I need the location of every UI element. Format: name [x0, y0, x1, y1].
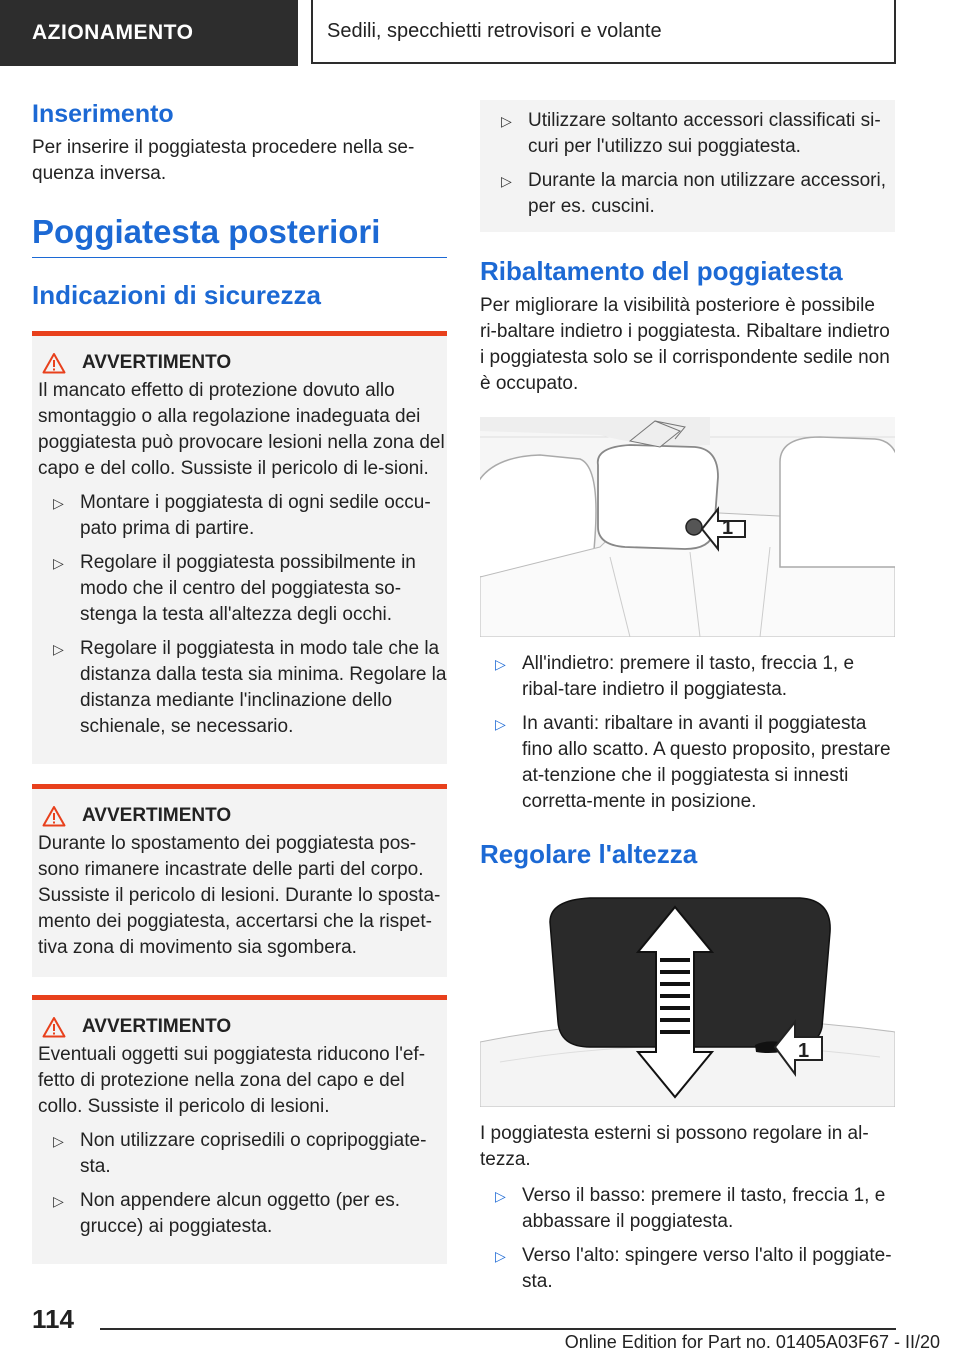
triangle-bullet-icon: ▷ — [53, 555, 64, 571]
warning-triangle-icon — [42, 352, 66, 374]
left-column — [32, 100, 447, 1264]
callout-number: 1 — [798, 1040, 810, 1062]
warning-text: Durante lo spostamento dei poggiatesta pos-sono rimanere incastrate delle parti del corpo. Sussiste il pericolo di lesioni. Durante lo sposta-mento dei poggiatesta, accertarsi che la rispet-tiva zona di movimento sia sgombera. — [38, 833, 441, 958]
warning-label: AVVERTIMENTO — [82, 352, 232, 373]
height-heading: Regolare l'altezza — [480, 839, 698, 869]
warning-header — [38, 1016, 447, 1038]
list-item: ▷ Regolare il poggiatesta in modo tale che la distanza dalla testa sia minima. Regolare la distanza mediante l'inclinazione dello schienale, se necessario. — [53, 638, 447, 737]
warning-box-continued — [480, 100, 895, 232]
warning-triangle-icon — [42, 805, 66, 827]
triangle-bullet-icon: ▷ — [53, 1133, 64, 1149]
footer-divider — [100, 1328, 896, 1330]
safety-heading: Indicazioni di sicurezza — [32, 280, 321, 310]
fold-heading: Ribaltamento del poggiatesta — [480, 256, 843, 286]
chapter-title: Sedili, specchietti retrovisori e volante — [311, 0, 896, 64]
page-header — [0, 0, 960, 66]
triangle-bullet-icon: ▷ — [495, 1188, 506, 1204]
section-tab: AZIONAMENTO — [0, 0, 298, 66]
list-item: ▷ In avanti: ribaltare in avanti il poggiatesta fino allo scatto. A questo proposito, prestare at-tenzione che il poggiatesta si innesti corretta-mente in posizione. — [495, 713, 891, 812]
rear-headrest-fold-illustration — [480, 417, 895, 637]
triangle-bullet-icon: ▷ — [495, 656, 506, 672]
triangle-bullet-icon: ▷ — [53, 1193, 64, 1209]
triangle-bullet-icon: ▷ — [501, 173, 512, 189]
list-item: ▷ Utilizzare soltanto accessori classificati si-curi per l'utilizzo sui poggiatesta. — [501, 110, 881, 157]
list-item: ▷ Non appendere alcun oggetto (per es. grucce) ai poggiatesta. — [53, 1190, 401, 1237]
list-item: ▷ Montare i poggiatesta di ogni sedile occu-pato prima di partire. — [53, 492, 431, 539]
warning-text: Il mancato effetto di protezione dovuto allo smontaggio o alla regolazione inadeguata dei poggiatesta può provocare lesioni nella zona del capo e del collo. Sussiste il pericolo di le-sioni. — [38, 380, 445, 479]
triangle-bullet-icon: ▷ — [495, 716, 506, 732]
triangle-bullet-icon: ▷ — [53, 641, 64, 657]
warning-box-3 — [32, 995, 447, 1264]
warning-label: AVVERTIMENTO — [82, 1016, 232, 1037]
warning-box-1 — [32, 331, 447, 764]
fold-list — [480, 651, 895, 815]
warning-text: Eventuali oggetti sui poggiatesta riducono l'ef-fetto di protezione nella zona del capo e del collo. Sussiste il pericolo di lesioni. — [38, 1044, 426, 1117]
page-footer — [0, 1300, 960, 1362]
triangle-bullet-icon: ▷ — [53, 495, 64, 511]
warning-triangle-icon — [42, 1016, 66, 1038]
list-item: ▷ All'indietro: premere il tasto, freccia 1, e ribal-tare indietro il poggiatesta. — [495, 653, 855, 700]
warning-list — [38, 490, 447, 740]
list-item: ▷ Verso l'alto: spingere verso l'alto il poggiate-sta. — [495, 1245, 892, 1292]
list-item: ▷ Verso il basso: premere il tasto, freccia 1, e abbassare il poggiatesta. — [495, 1185, 886, 1232]
headrest-height-illustration — [480, 882, 895, 1107]
insert-heading: Inserimento — [32, 100, 174, 128]
height-list — [480, 1183, 895, 1295]
warning-list — [486, 108, 895, 220]
fold-text: Per migliorare la visibilità posteriore è possibile ri-baltare indietro i poggiatesta. Ribaltare indietro i poggiatesta solo se il corrispondente sedile non è occupato. — [480, 295, 890, 394]
warning-list — [38, 1128, 447, 1240]
page-title: Poggiatesta posteriori — [32, 213, 447, 258]
warning-header — [38, 352, 447, 374]
list-item: ▷ Regolare il poggiatesta possibilmente in modo che il centro del poggiatesta so-stenga la testa all'altezza degli occhi. — [53, 552, 416, 625]
callout-number: 1 — [722, 517, 734, 539]
list-item: ▷ Non utilizzare coprisedili o copripoggiate-sta. — [53, 1130, 427, 1177]
height-text: I poggiatesta esterni si possono regolare in al-tezza. — [480, 1123, 869, 1170]
triangle-bullet-icon: ▷ — [495, 1248, 506, 1264]
page-number: 114 — [32, 1304, 74, 1334]
right-column — [480, 100, 895, 1303]
edition-note: Online Edition for Part no. 01405A03F67 - II/20 — [564, 1332, 940, 1352]
warning-box-2 — [32, 784, 447, 977]
warning-header — [38, 805, 447, 827]
triangle-bullet-icon: ▷ — [501, 113, 512, 129]
list-item: ▷ Durante la marcia non utilizzare accessori, per es. cuscini. — [501, 170, 886, 217]
insert-text: Per inserire il poggiatesta procedere nella se-quenza inversa. — [32, 137, 415, 184]
warning-label: AVVERTIMENTO — [82, 805, 232, 826]
